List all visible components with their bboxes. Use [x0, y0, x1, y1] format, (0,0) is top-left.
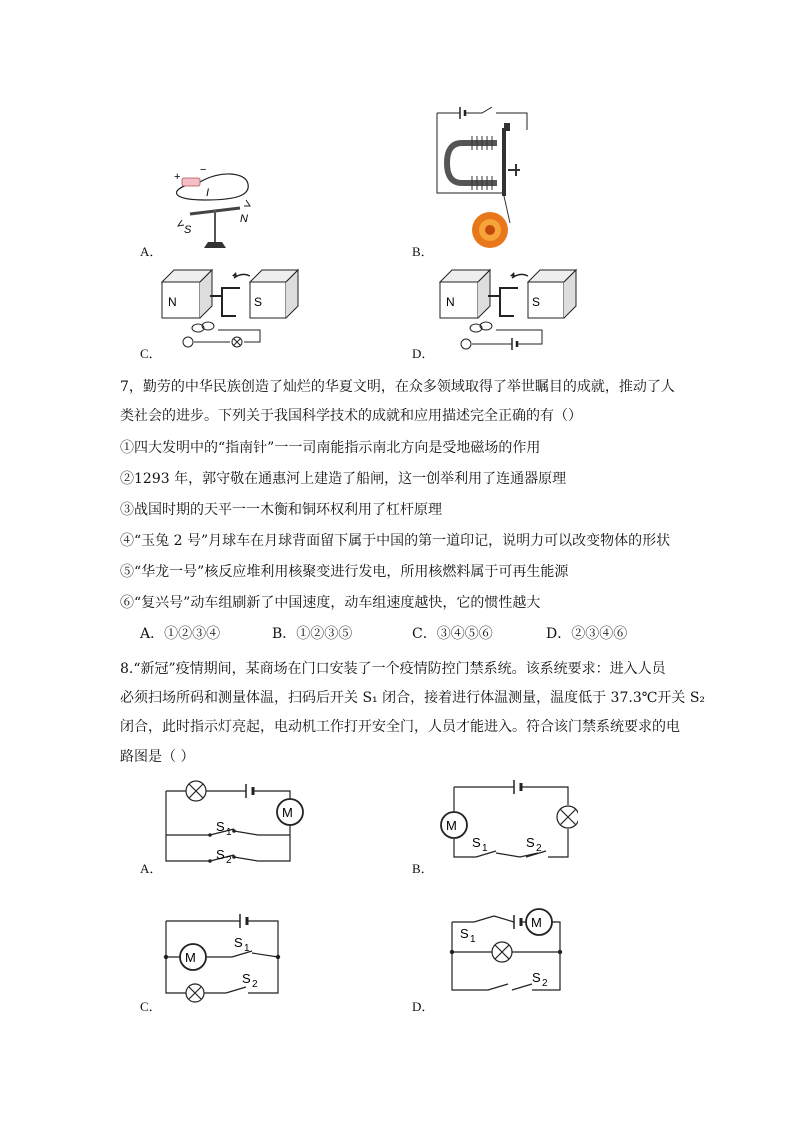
svg-text:1: 1	[226, 827, 232, 838]
south-pole-label: S	[532, 295, 541, 309]
svg-text:1: 1	[482, 843, 488, 854]
q6-option-d-label: D．	[412, 346, 435, 361]
q7-item-5: ⑤“华龙一号”核反应堆利用核聚变进行发电，所用核燃料属于可再生能源	[120, 564, 569, 580]
q8-stem-line4: 路图是（ ）	[120, 749, 195, 765]
plus-sign: +	[174, 171, 181, 183]
q6-figure-a	[160, 160, 270, 255]
q7-choice-c[interactable]: C．③④⑤⑥	[412, 626, 493, 642]
q8-stem-line2: 必须扫场所码和测量体温，扫码后开关 S₁ 闭合，接着进行体温测量，温度低于 37.3℃开关 S₂	[120, 690, 706, 706]
motor-label: M	[282, 805, 293, 820]
switch-s1-label: S	[460, 926, 469, 941]
motor-label: M	[185, 950, 196, 965]
q6-option-b-label: B．	[412, 244, 434, 259]
q7-item-2: ②1293 年，郭守敬在通惠河上建造了船闸，这一创举利用了连通器原理	[120, 471, 567, 487]
battery-icon	[182, 178, 200, 186]
q6-option-c-label: C．	[140, 346, 162, 361]
q7-item-4: ④“玉兔 2 号”月球车在月球背面留下属于中国的第一道印记，说明力可以改变物体的形状	[120, 533, 671, 549]
svg-text:2: 2	[536, 843, 542, 854]
q7-item-1: ①四大发明中的“指南针”一一司南能指示南北方向是受地磁场的作用	[120, 440, 541, 456]
motor-label: M	[531, 915, 542, 930]
q8-circuit-a	[158, 775, 308, 875]
switch-s2-label: S	[242, 971, 251, 986]
q6-figure-c	[160, 266, 300, 358]
q7-item-6: ⑥“复兴号”动车组刷新了中国速度，动车组速度越快，它的惯性越大	[120, 595, 541, 611]
current-label: I	[206, 187, 210, 199]
svg-text:2: 2	[542, 978, 548, 989]
switch-s2-label: S	[216, 847, 225, 862]
svg-text:2: 2	[226, 855, 232, 866]
q8-stem-line3: 闭合，此时指示灯亮起，电动机工作打开安全门，人员才能进入。符合该门禁系统要求的电	[120, 719, 680, 735]
switch-s2-label: S	[526, 835, 535, 850]
minus-sign: −	[200, 164, 207, 176]
q8-option-a-label[interactable]: A．	[140, 861, 163, 876]
q6-option-a-label: A．	[140, 244, 163, 259]
q8-circuit-c	[158, 905, 288, 1005]
north-label: N	[240, 213, 248, 225]
q7-item-3: ③战国时期的天平一一木衡和铜环权利用了杠杆原理	[120, 502, 442, 518]
q8-circuit-d	[440, 902, 570, 997]
switch-s2-label: S	[532, 970, 541, 985]
q7-choice-d[interactable]: D．②③④⑥	[546, 626, 628, 642]
q6-figure-b	[432, 98, 542, 253]
switch-s1-label: S	[234, 935, 243, 950]
north-pole-label: N	[168, 295, 177, 309]
motor-label: M	[446, 818, 457, 833]
south-pole-label: S	[254, 295, 263, 309]
q8-option-b-label[interactable]: B．	[412, 861, 434, 876]
q7-stem-line1: 7，勤劳的中华民族创造了灿烂的华夏文明，在众多领域取得了举世瞩目的成就，推动了人	[120, 379, 675, 395]
svg-text:1: 1	[470, 934, 476, 945]
q8-stem-line1: 8.“新冠”疫情期间，某商场在门口安装了一个疫情防控门禁系统。该系统要求：进入人员	[120, 661, 666, 677]
q7-choice-a[interactable]: A．①②③④	[140, 626, 221, 642]
q7-choice-b[interactable]: B．①②③⑤	[272, 626, 353, 642]
q6-figure-d	[438, 266, 578, 358]
north-pole-label: N	[446, 295, 455, 309]
q8-option-c-label[interactable]: C．	[140, 999, 162, 1014]
q7-stem-line2: 类社会的进步。下列关于我国科学技术的成就和应用描述完全正确的有（）	[120, 408, 582, 424]
svg-text:2: 2	[252, 979, 258, 990]
switch-s1-label: S	[216, 819, 225, 834]
q8-option-d-label[interactable]: D．	[412, 999, 435, 1014]
svg-text:1: 1	[244, 943, 250, 954]
switch-s1-label: S	[472, 835, 481, 850]
q8-circuit-b	[438, 775, 578, 870]
south-label: S	[184, 224, 192, 236]
